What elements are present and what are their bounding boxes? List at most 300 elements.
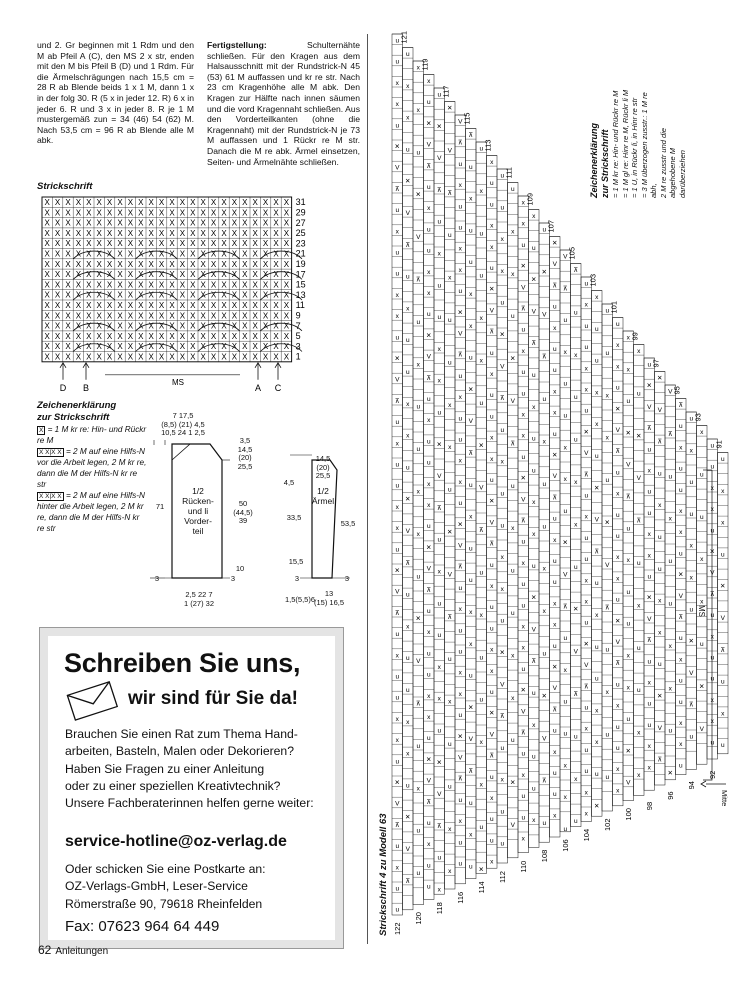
big-chart-cell: x [416, 785, 420, 793]
big-chart-cell: x [511, 525, 515, 533]
chart-cell: X [262, 208, 269, 218]
big-chart-cell: x [521, 835, 525, 843]
big-chart-cell: u [458, 584, 463, 592]
big-chart-cell: u [542, 480, 547, 488]
big-chart-cell: ✕ [405, 496, 411, 504]
big-chart-cell: u [405, 146, 410, 154]
big-chart-cell: x [679, 719, 683, 727]
big-chart-cell: u [689, 606, 694, 614]
big-chart-cell: u [657, 565, 662, 573]
chart-cell: X [242, 198, 248, 208]
chart-cell: X [148, 311, 154, 321]
chart-cell: X [127, 352, 134, 362]
big-chart-cell: ✕ [489, 286, 495, 294]
schema2-bottom-right: 13 (15) 16,5 [313, 589, 345, 607]
big-chart-cell: ⊼ [499, 395, 505, 403]
chart-cell: X [158, 228, 165, 238]
big-chart-cell: ⊼ [678, 401, 684, 409]
chart-cell: X [148, 208, 154, 218]
big-chart-cell: u [615, 723, 620, 731]
big-chart-cell: u [521, 814, 526, 822]
chart-cell: X [54, 301, 61, 311]
chart-cell: X [210, 321, 217, 331]
big-chart-cell: u [489, 561, 494, 569]
mitte-arrow [701, 781, 726, 787]
big-chart-cell: u [395, 546, 400, 554]
big-chart-cell: u [689, 510, 694, 518]
chart-cell: X [75, 280, 82, 290]
chart-cell: X [158, 311, 165, 321]
ad-email-link[interactable]: service-hotline@oz-verlag.de [65, 833, 287, 850]
big-chart-cell: x [637, 602, 641, 610]
big-chart-cell: u [489, 625, 494, 633]
big-chart-cell: ✕ [541, 268, 547, 276]
chart-cell: X [169, 352, 175, 362]
chart-cell: X [54, 270, 61, 280]
chart-cell: X [242, 301, 248, 311]
chart-cell: X [200, 208, 206, 218]
big-chart-cell: ⊼ [405, 559, 411, 567]
chart-cell: X [138, 249, 144, 259]
big-chart-cell: x [406, 623, 410, 631]
big-chart-cell: x [595, 389, 599, 397]
big-chart-cell: x [679, 656, 683, 664]
chart-cell: X [158, 342, 165, 352]
big-chart-cell: x [406, 718, 410, 726]
chart-cell: X [117, 198, 123, 208]
big-chart-cell: u [626, 525, 631, 533]
chart-cell: X [75, 218, 82, 228]
big-chart-cell: V [395, 164, 400, 172]
big-chart-cell: x [553, 812, 557, 820]
chart-cell: X [273, 249, 279, 259]
chart-cell: X [169, 208, 175, 218]
big-chart-cell: u [489, 392, 494, 400]
chart-cell: X [117, 301, 123, 311]
big-chart-cell: V [626, 779, 631, 787]
chart-cell: X [96, 311, 102, 321]
chart-cell: X [65, 290, 71, 300]
big-chart-cell: ⊼ [657, 756, 663, 764]
big-chart-cell: ⊼ [562, 603, 568, 611]
chart-cell: X [65, 342, 71, 352]
big-chart-cell: x [427, 268, 431, 276]
arrow-label: A [254, 382, 262, 393]
chart-cell: X [283, 321, 290, 331]
big-chart-cell: ✕ [478, 442, 484, 450]
big-chart-cell: u [521, 793, 526, 801]
chart-cell: X [44, 249, 50, 259]
chart-cell: X [221, 280, 227, 290]
chart-cell: X [231, 249, 238, 259]
chart-cell: X [200, 228, 206, 238]
big-chart-cell: x [605, 689, 609, 697]
big-chart-cell: ✕ [667, 770, 673, 778]
chart-cell: X [252, 239, 258, 249]
big-chart-cell: u [605, 477, 610, 485]
big-chart-cell: x [511, 270, 515, 278]
big-chart-cell: ✕ [520, 475, 526, 483]
chart-cell: X [179, 249, 186, 259]
big-chart-cell: V [479, 484, 484, 492]
chart-cell: X [252, 218, 258, 228]
big-chart-cell: u [636, 390, 641, 398]
big-chart-cell: u [458, 627, 463, 635]
row-number-top: 113 [483, 139, 493, 152]
chart-cell: X [169, 239, 175, 249]
big-chart-cell: x [490, 646, 494, 654]
big-chart-cell: x [532, 817, 536, 825]
big-chart-cell: ⊼ [720, 646, 726, 654]
big-chart-cell: u [594, 770, 599, 778]
big-chart-cell: u [552, 727, 557, 735]
chart-cell: X [210, 280, 217, 290]
chart-cell: X [179, 228, 186, 238]
big-chart-cell: u [426, 438, 431, 446]
big-chart-cell: u [458, 648, 463, 656]
big-chart-cell: x [563, 348, 567, 356]
chart-cell: X [75, 321, 82, 331]
big-chart-cell: u [563, 698, 568, 706]
big-chart-cell: ⊼ [499, 713, 505, 721]
chart-cell: X [106, 270, 113, 280]
big-chart-cell: x [553, 748, 557, 756]
big-chart-cell: u [489, 413, 494, 421]
schema2-hem-left: 3 [294, 574, 300, 583]
big-chart-cell: V [416, 658, 421, 666]
big-chart-cell: x [553, 621, 557, 629]
big-chart-cell: u [426, 883, 431, 891]
big-chart-cell: x [500, 585, 504, 593]
big-chart-cell: u [458, 160, 463, 168]
big-chart-cell: u [447, 359, 452, 367]
big-chart-cell: x [542, 565, 546, 573]
big-chart-cell: x [679, 529, 683, 537]
chart-cell: X [221, 311, 227, 321]
legend-item: X = 1 M kr re: Hin- und Rückr re M [37, 425, 147, 445]
chart-cell: X [117, 259, 123, 269]
chart-cell: X [106, 259, 113, 269]
big-chart-cell: x [395, 101, 399, 109]
big-chart-cell: u [542, 226, 547, 234]
chart-cell: X [127, 239, 134, 249]
big-chart-cell: V [468, 418, 473, 426]
big-chart-cell: ⊼ [520, 517, 526, 525]
chart-cell: X [200, 218, 206, 228]
big-chart-cell: u [573, 394, 578, 402]
row-number-top: 109 [525, 192, 535, 206]
chart-cell: X [127, 198, 134, 208]
chart-cell: X [252, 331, 258, 341]
big-chart-cell: ⊼ [552, 494, 558, 502]
chart-cell: X [221, 342, 227, 352]
big-chart-cell: x [437, 377, 441, 385]
big-chart-cell: x [563, 666, 567, 674]
big-chart-cell: x [710, 696, 714, 704]
chart-cell: X [138, 331, 144, 341]
section-name: Anleitungen [55, 946, 109, 957]
big-chart-cell: V [500, 363, 505, 371]
chart-cell: X [65, 208, 71, 218]
big-chart-cell: u [416, 149, 421, 157]
big-chart-cell: u [405, 782, 410, 790]
chart-cell: X [190, 290, 196, 300]
big-chart-cell: x [668, 515, 672, 523]
chart-cell: X [96, 218, 102, 228]
big-chart-cell: u [468, 259, 473, 267]
big-chart-cell: x [416, 488, 420, 496]
chart-cell: X [158, 218, 165, 228]
big-chart-cell: u [689, 479, 694, 487]
big-chart-cell: u [395, 334, 400, 342]
big-chart-cell: x [416, 361, 420, 369]
big-chart-cell: ⊼ [615, 448, 621, 456]
big-chart-cell: x [437, 345, 441, 353]
chart-cell: X [210, 259, 217, 269]
chart-cell: X [169, 280, 175, 290]
chart-cell: X [262, 290, 269, 300]
big-chart-cell: u [458, 436, 463, 444]
big-chart-cell: u [542, 650, 547, 658]
chart-cell: X [242, 218, 248, 228]
chart-cell: X [138, 198, 144, 208]
big-chart-cell: u [468, 163, 473, 171]
chart-cell: X [252, 270, 258, 280]
big-chart-cell: ✕ [552, 663, 558, 671]
big-chart-cell: u [500, 840, 505, 848]
chart-cell: X [86, 342, 92, 352]
big-chart-cell: u [552, 579, 557, 587]
chart-cell: X [86, 239, 92, 249]
big-chart-cell: ⊼ [604, 604, 610, 612]
chart-cell: X [138, 239, 144, 249]
big-chart-cell: u [458, 500, 463, 508]
chart-cell: X [127, 280, 134, 290]
big-chart-cell: V [405, 845, 410, 853]
arrow-label: D [59, 382, 67, 393]
chart-cell: X [106, 218, 113, 228]
big-chart-cell: V [552, 685, 557, 693]
big-chart-cell: V [489, 731, 494, 739]
chart-cell: X [273, 342, 279, 352]
chart-cell: X [54, 290, 61, 300]
big-chart-cell: x [710, 484, 714, 492]
row-number: 17 [295, 269, 306, 280]
chart-cell: X [44, 311, 50, 321]
big-chart-cell: u [416, 742, 421, 750]
legend-item: X X|X X = 2 M auf eine Hilfs-N vor die Arbeit legen, 2 M kr re, dann die M der Hilfs-N kr re str [37, 447, 147, 489]
big-chart-cell: V [552, 261, 557, 269]
big-chart-cell: u [563, 825, 568, 833]
big-chart-cell: u [710, 527, 715, 535]
chart-cell: X [262, 259, 269, 269]
big-chart-cell: x [710, 633, 714, 641]
big-chart-cell: u [563, 730, 568, 738]
chart-cell: X [179, 290, 186, 300]
big-chart-cell: x [595, 293, 599, 301]
chart-cell: X [86, 208, 92, 218]
big-chart-cell: x [395, 440, 399, 448]
big-chart-cell: V [563, 571, 568, 579]
big-chart-cell: x [427, 77, 431, 85]
chart-cell: X [44, 280, 50, 290]
big-chart-cell: x [395, 652, 399, 660]
big-chart-cell: x [584, 789, 588, 797]
big-chart-cell: x [395, 525, 399, 533]
big-chart-cell: x [647, 531, 651, 539]
chart-cell: X [44, 352, 50, 362]
big-chart-cell: u [542, 396, 547, 404]
big-chart-cell: u [521, 390, 526, 398]
big-chart-cell: u [479, 823, 484, 831]
big-chart-cell: ✕ [499, 331, 505, 339]
big-chart-cell: u [395, 758, 400, 766]
big-chart-cell: ⊼ [436, 186, 442, 194]
chart-cell: X [210, 290, 217, 300]
big-chart-cell: u [594, 643, 599, 651]
chart-cell: X [210, 270, 217, 280]
chart-cell: X [169, 311, 175, 321]
chart-cell: X [210, 331, 217, 341]
big-chart-cell: V [626, 461, 631, 469]
row-number-top: 105 [567, 246, 577, 260]
chart-cell: X [75, 311, 82, 321]
big-chart-cell: u [510, 609, 515, 617]
big-chart-cell: V [552, 473, 557, 481]
chart-cell: X [221, 321, 227, 331]
big-chart-cell: u [521, 326, 526, 334]
arrow-label: C [274, 382, 282, 393]
chart-cell: X [221, 270, 227, 280]
big-chart-cell: x [532, 721, 536, 729]
big-chart-cell: u [489, 816, 494, 824]
big-chart-cell: u [395, 482, 400, 490]
chart-cell: X [75, 301, 82, 311]
big-chart-cell: u [563, 635, 568, 643]
big-chart-cell: V [521, 496, 526, 504]
big-chart-cell: ⊼ [478, 527, 484, 535]
chart-cell: X [221, 259, 227, 269]
big-chart-cell: u [458, 224, 463, 232]
big-chart-cell: x [511, 652, 515, 660]
big-chart-cell: u [615, 469, 620, 477]
big-chart-cell: V [426, 565, 431, 573]
big-chart-cell: x [406, 114, 410, 122]
big-chart-cell: ✕ [720, 583, 726, 591]
chart-cell: X [190, 280, 196, 290]
chart-cell: X [169, 301, 175, 311]
big-chart-cell: u [489, 476, 494, 484]
big-chart-cell: x [416, 64, 420, 72]
big-chart-cell: x [395, 503, 399, 511]
row-number-top: 91 [714, 440, 724, 449]
big-chart-cell: x [721, 487, 725, 495]
row-number-top: 117 [441, 85, 451, 98]
big-chart-cell: x [574, 775, 578, 783]
big-chart-cell: u [710, 654, 715, 662]
chart-cell: X [283, 218, 290, 228]
chart-cell: X [273, 208, 279, 218]
big-chart-cell: x [584, 725, 588, 733]
big-chart-cell: u [426, 819, 431, 827]
chart-cell: X [106, 301, 113, 311]
big-chart-cell: x [689, 574, 693, 582]
chart-cell: X [138, 270, 144, 280]
big-chart-cell: u [468, 354, 473, 362]
chart-cell: X [242, 331, 248, 341]
big-chart-cell: u [615, 384, 620, 392]
big-chart-cell: ⊼ [415, 700, 421, 708]
chart-cell: X [210, 198, 217, 208]
big-chart-ms-label: MS [697, 605, 706, 617]
chart-cell: X [106, 352, 113, 362]
big-chart-cell: ⊼ [489, 752, 495, 760]
big-chart-cell: x [395, 291, 399, 299]
big-chart-cell: u [647, 446, 652, 454]
chart-cell: X [179, 198, 186, 208]
big-chart-cell: u [689, 415, 694, 423]
big-chart-cell: u [500, 808, 505, 816]
chart-cell: X [283, 249, 290, 259]
big-chart-cell: x [637, 771, 641, 779]
big-chart-cell: V [395, 588, 400, 596]
big-chart-cell: u [405, 686, 410, 694]
big-chart-cell: x [595, 611, 599, 619]
big-chart-cell: u [489, 264, 494, 272]
big-chart-cell: x [668, 642, 672, 650]
big-chart-cell: u [668, 727, 673, 735]
big-chart-cell: V [531, 308, 536, 316]
big-chart-cell: u [447, 740, 452, 748]
big-chart-cell: u [458, 415, 463, 423]
row-number: 5 [295, 331, 301, 342]
chart-cell: X [190, 352, 196, 362]
big-chart-cell: x [490, 243, 494, 251]
chart-cell: X [96, 270, 102, 280]
big-chart-cell: u [437, 409, 442, 417]
chart-cell: X [231, 270, 238, 280]
chart-cell: X [273, 270, 279, 280]
big-chart-cell: u [416, 318, 421, 326]
row-number: 29 [295, 207, 306, 218]
big-chart-cell: ⊼ [531, 658, 537, 666]
big-chart-cell: x [427, 417, 431, 425]
chart-cell: X [158, 270, 165, 280]
big-chart-cell: ✕ [447, 528, 453, 536]
big-chart-cell: V [395, 376, 400, 384]
big-chart-cell: u [447, 232, 452, 240]
big-chart-cell: V [647, 615, 652, 623]
big-chart-cell: x [584, 365, 588, 373]
big-chart-cell: u [720, 455, 725, 463]
ad-body: Brauchen Sie einen Rat zum Thema Hand- arbeiten, Basteln, Malen oder Dekorieren? Haben Sie Fragen zu einer Anleitung oder zu einer speziellen Kreativtechnik? Unsere Fachberaterinnen helfen gerne weiter: [65, 727, 314, 811]
chart-cell: X [138, 321, 144, 331]
big-chart-cell: V [542, 735, 547, 743]
big-chart-cell: ✕ [394, 567, 400, 575]
chart-cell: X [231, 321, 238, 331]
big-chart-cell: x [626, 684, 630, 692]
row-number-top: 97 [651, 359, 661, 368]
big-chart-cell: ✕ [436, 123, 442, 131]
big-chart-cell: ✕ [688, 638, 694, 646]
chart-cell: X [200, 290, 206, 300]
big-chart-cell: ⊼ [436, 504, 442, 512]
big-chart-cell: u [710, 612, 715, 620]
big-chart-cell: x [532, 212, 536, 220]
big-chart-cell: u [447, 486, 452, 494]
chart-cell: X [221, 198, 227, 208]
chart-cell: X [86, 218, 92, 228]
